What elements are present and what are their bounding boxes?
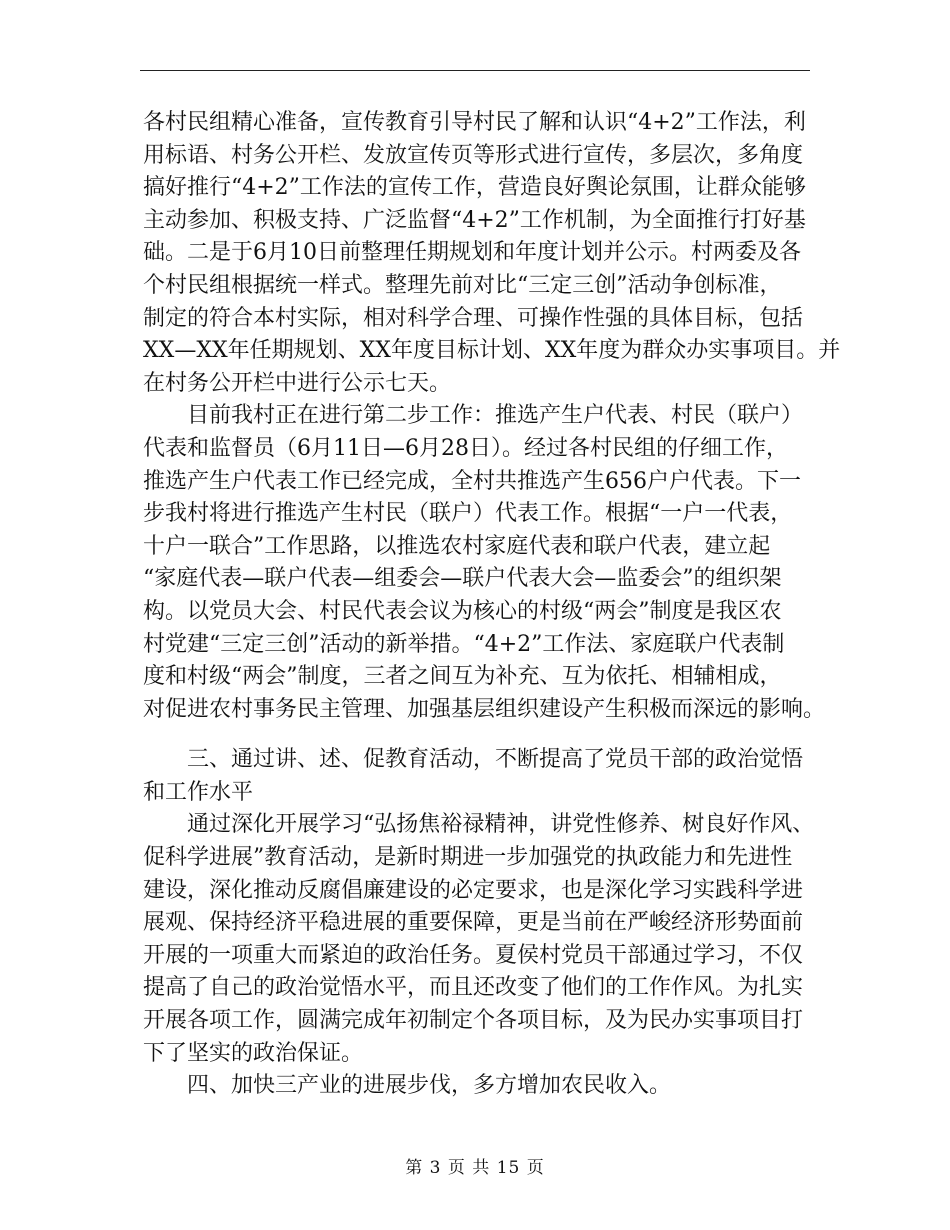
text-line: 步我村将进行推选产生村民（联户）代表工作。根据“一户一代表，	[143, 501, 793, 527]
paragraph-gap	[143, 726, 815, 744]
text-line: 础。二是于6月10日前整理任期规划和年度计划并公示。村两委及各	[143, 240, 801, 266]
text-line: 构。以党员大会、村民代表会议为核心的村级“两会”制度是我区农	[143, 598, 782, 624]
text-line: 展观、保持经济平稳进展的重要保障，更是当前在严峻经济形势面前	[143, 910, 804, 936]
text-line: 通过深化开展学习“弘扬焦裕禄精神，讲党性修养、树良好作风、	[143, 812, 815, 838]
text-line: 度和村级“两会”制度，三者之间互为补充、互为依托、相辅相成，	[143, 664, 782, 690]
text-line: 建设，深化推动反腐倡廉建设的必定要求，也是深化学习实践科学进	[143, 877, 804, 903]
text-line: 十户一联合”工作思路，以推选农村家庭代表和联户代表，建立起	[143, 533, 771, 559]
page-footer	[0, 1153, 950, 1178]
text-line: XX—XX年任期规划、XX年度目标计划、XX年度为群众办实事项目。并	[143, 338, 841, 364]
text-line: “家庭代表—联户代表—组委会—联户代表大会—监委会”的组织架	[143, 566, 782, 592]
page-number-label: 第 3 页 共 15 页	[405, 1158, 545, 1178]
text-line: 在村务公开栏中进行公示七天。	[143, 370, 452, 396]
section-heading: 三、通过讲、述、促教育活动，不断提高了党员干部的政治觉悟	[143, 747, 804, 773]
text-line: 开展的一项重大而紧迫的政治任务。夏侯村党员干部通过学习，不仅	[143, 942, 804, 968]
text-line: 搞好推行“4+2”工作法的宣传工作，营造良好舆论氛围，让群众能够	[143, 175, 806, 201]
text-line: 开展各项工作，圆满完成年初制定个各项目标，及为民办实事项目打	[143, 1008, 804, 1034]
text-line: 村党建“三定三创”活动的新举措。“4+2”工作法、家庭联户代表制	[143, 631, 785, 657]
text-line: 用标语、村务公开栏、发放宣传页等形式进行宣传，多层次，多角度	[143, 142, 804, 168]
text-line: 各村民组精心准备，宣传教育引导村民了解和认识“4+2”工作法，利	[143, 110, 806, 135]
text-line: 制定的符合本村实际，相对科学合理、可操作性强的具体目标，包括	[143, 305, 804, 331]
text-line: 促科学进展”教育活动，是新时期进一步加强党的执政能力和先进性	[143, 845, 793, 871]
text-line: 对促进农村事务民主管理、加强基层组织建设产生积极而深远的影响。	[143, 696, 826, 722]
section-heading: 四、加快三产业的进展步伐，多方增加农民收入。	[143, 1073, 672, 1099]
header-rule	[140, 70, 810, 71]
text-line: 推选产生户代表工作已经完成，全村共推选产生656户户代表。下一	[143, 468, 801, 494]
text-line: 主动参加、积极支持、广泛监督“4+2”工作机制，为全面推行打好基	[143, 207, 806, 233]
text-line: 下了坚实的政治保证。	[143, 1040, 364, 1066]
text-line: 代表和监督员（6月11日—6月28日）。经过各村民组的仔细工作，	[143, 435, 788, 461]
section-heading: 和工作水平	[143, 779, 254, 805]
document-body	[143, 107, 841, 1103]
text-line: 目前我村正在进行第二步工作：推选产生户代表、村民（联户）	[143, 403, 804, 429]
text-line: 提高了自己的政治觉悟水平，而且还改变了他们的工作作风。为扎实	[143, 975, 804, 1001]
text-line: 个村民组根据统一样式。整理先前对比“三定三创”活动争创标准，	[143, 272, 782, 298]
